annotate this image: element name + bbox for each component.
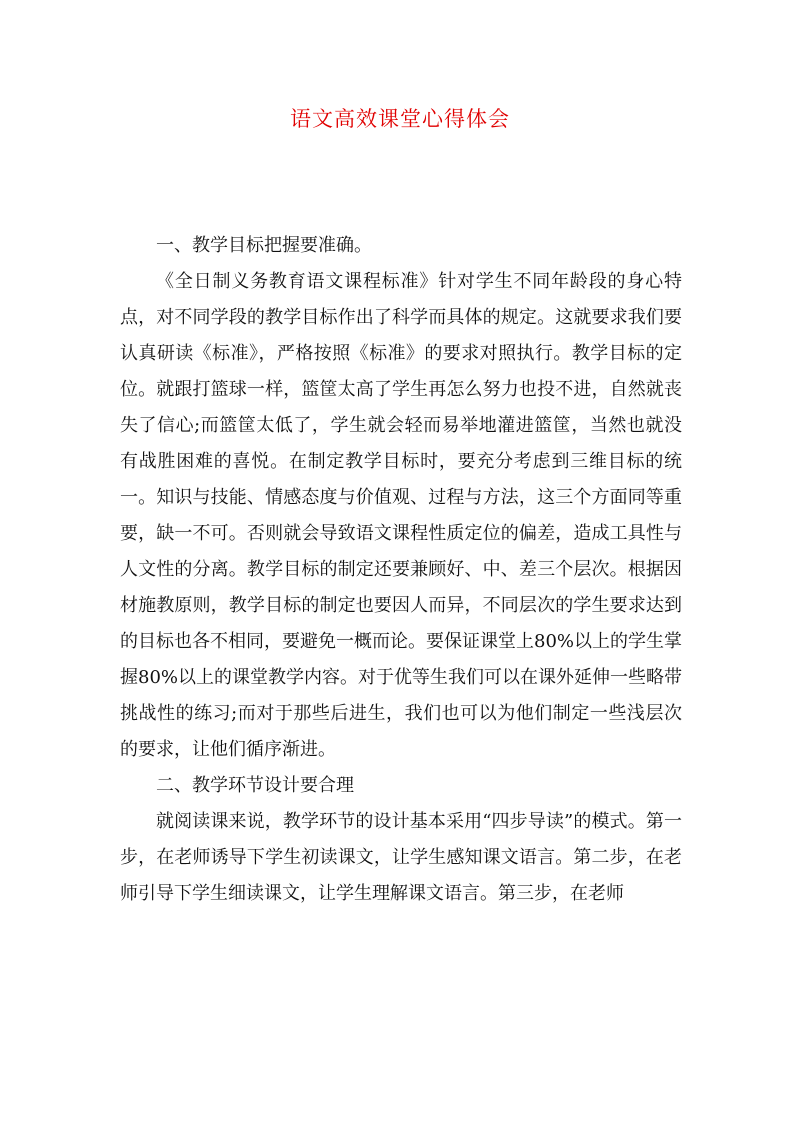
- section-paragraph-2: 就阅读课来说，教学环节的设计基本采用“四步导读”的模式。第一步，在老师诱导下学生初读课文，让学生感知课文语言。第二步，在老师引导下学生细读课文，让学生理解课文语言。第三步，在老师: [120, 811, 682, 904]
- section-heading-2: 二、教学环节设计要合理: [156, 775, 354, 796]
- section-heading-1: 一、教学目标把握要准确。: [156, 235, 372, 256]
- document-title: 语文高效课堂心得体会: [290, 107, 510, 131]
- document-body: [120, 228, 682, 912]
- section-paragraph-1: 《全日制义务教育语文课程标准》针对学生不同年龄段的身心特点，对不同学段的教学目标作出了科学而具体的规定。这就要求我们要认真研读《标准》，严格按照《标准》的要求对照执行。教学目标的定位。就跟打篮球一样，篮筐太高了学生再怎么努力也投不进，自然就丧失了信心;而篮筐太低了，学生就会轻而易举地灌进篮筐，当然也就没有战胜困难的喜悦。在制定教学目标时，要充分考虑到三维目标的统一。知识与技能、情感态度与价值观、过程与方法，这三个方面同等重要，缺一不可。否则就会导致语文课程性质定位的偏差，造成工具性与人文性的分离。教学目标的制定还要兼顾好、中、差三个层次。根据因材施教原则，教学目标的制定也要因人而异，不同层次的学生要求达到的目标也各不相同，要避免一概而论。要保证课堂上80%以上的学生掌握80%以上的课堂教学内容。对于优等生我们可以在课外延伸一些略带挑战性的练习;而对于那些后进生，我们也可以为他们制定一些浅层次的要求，让他们循序渐进。: [120, 271, 683, 760]
